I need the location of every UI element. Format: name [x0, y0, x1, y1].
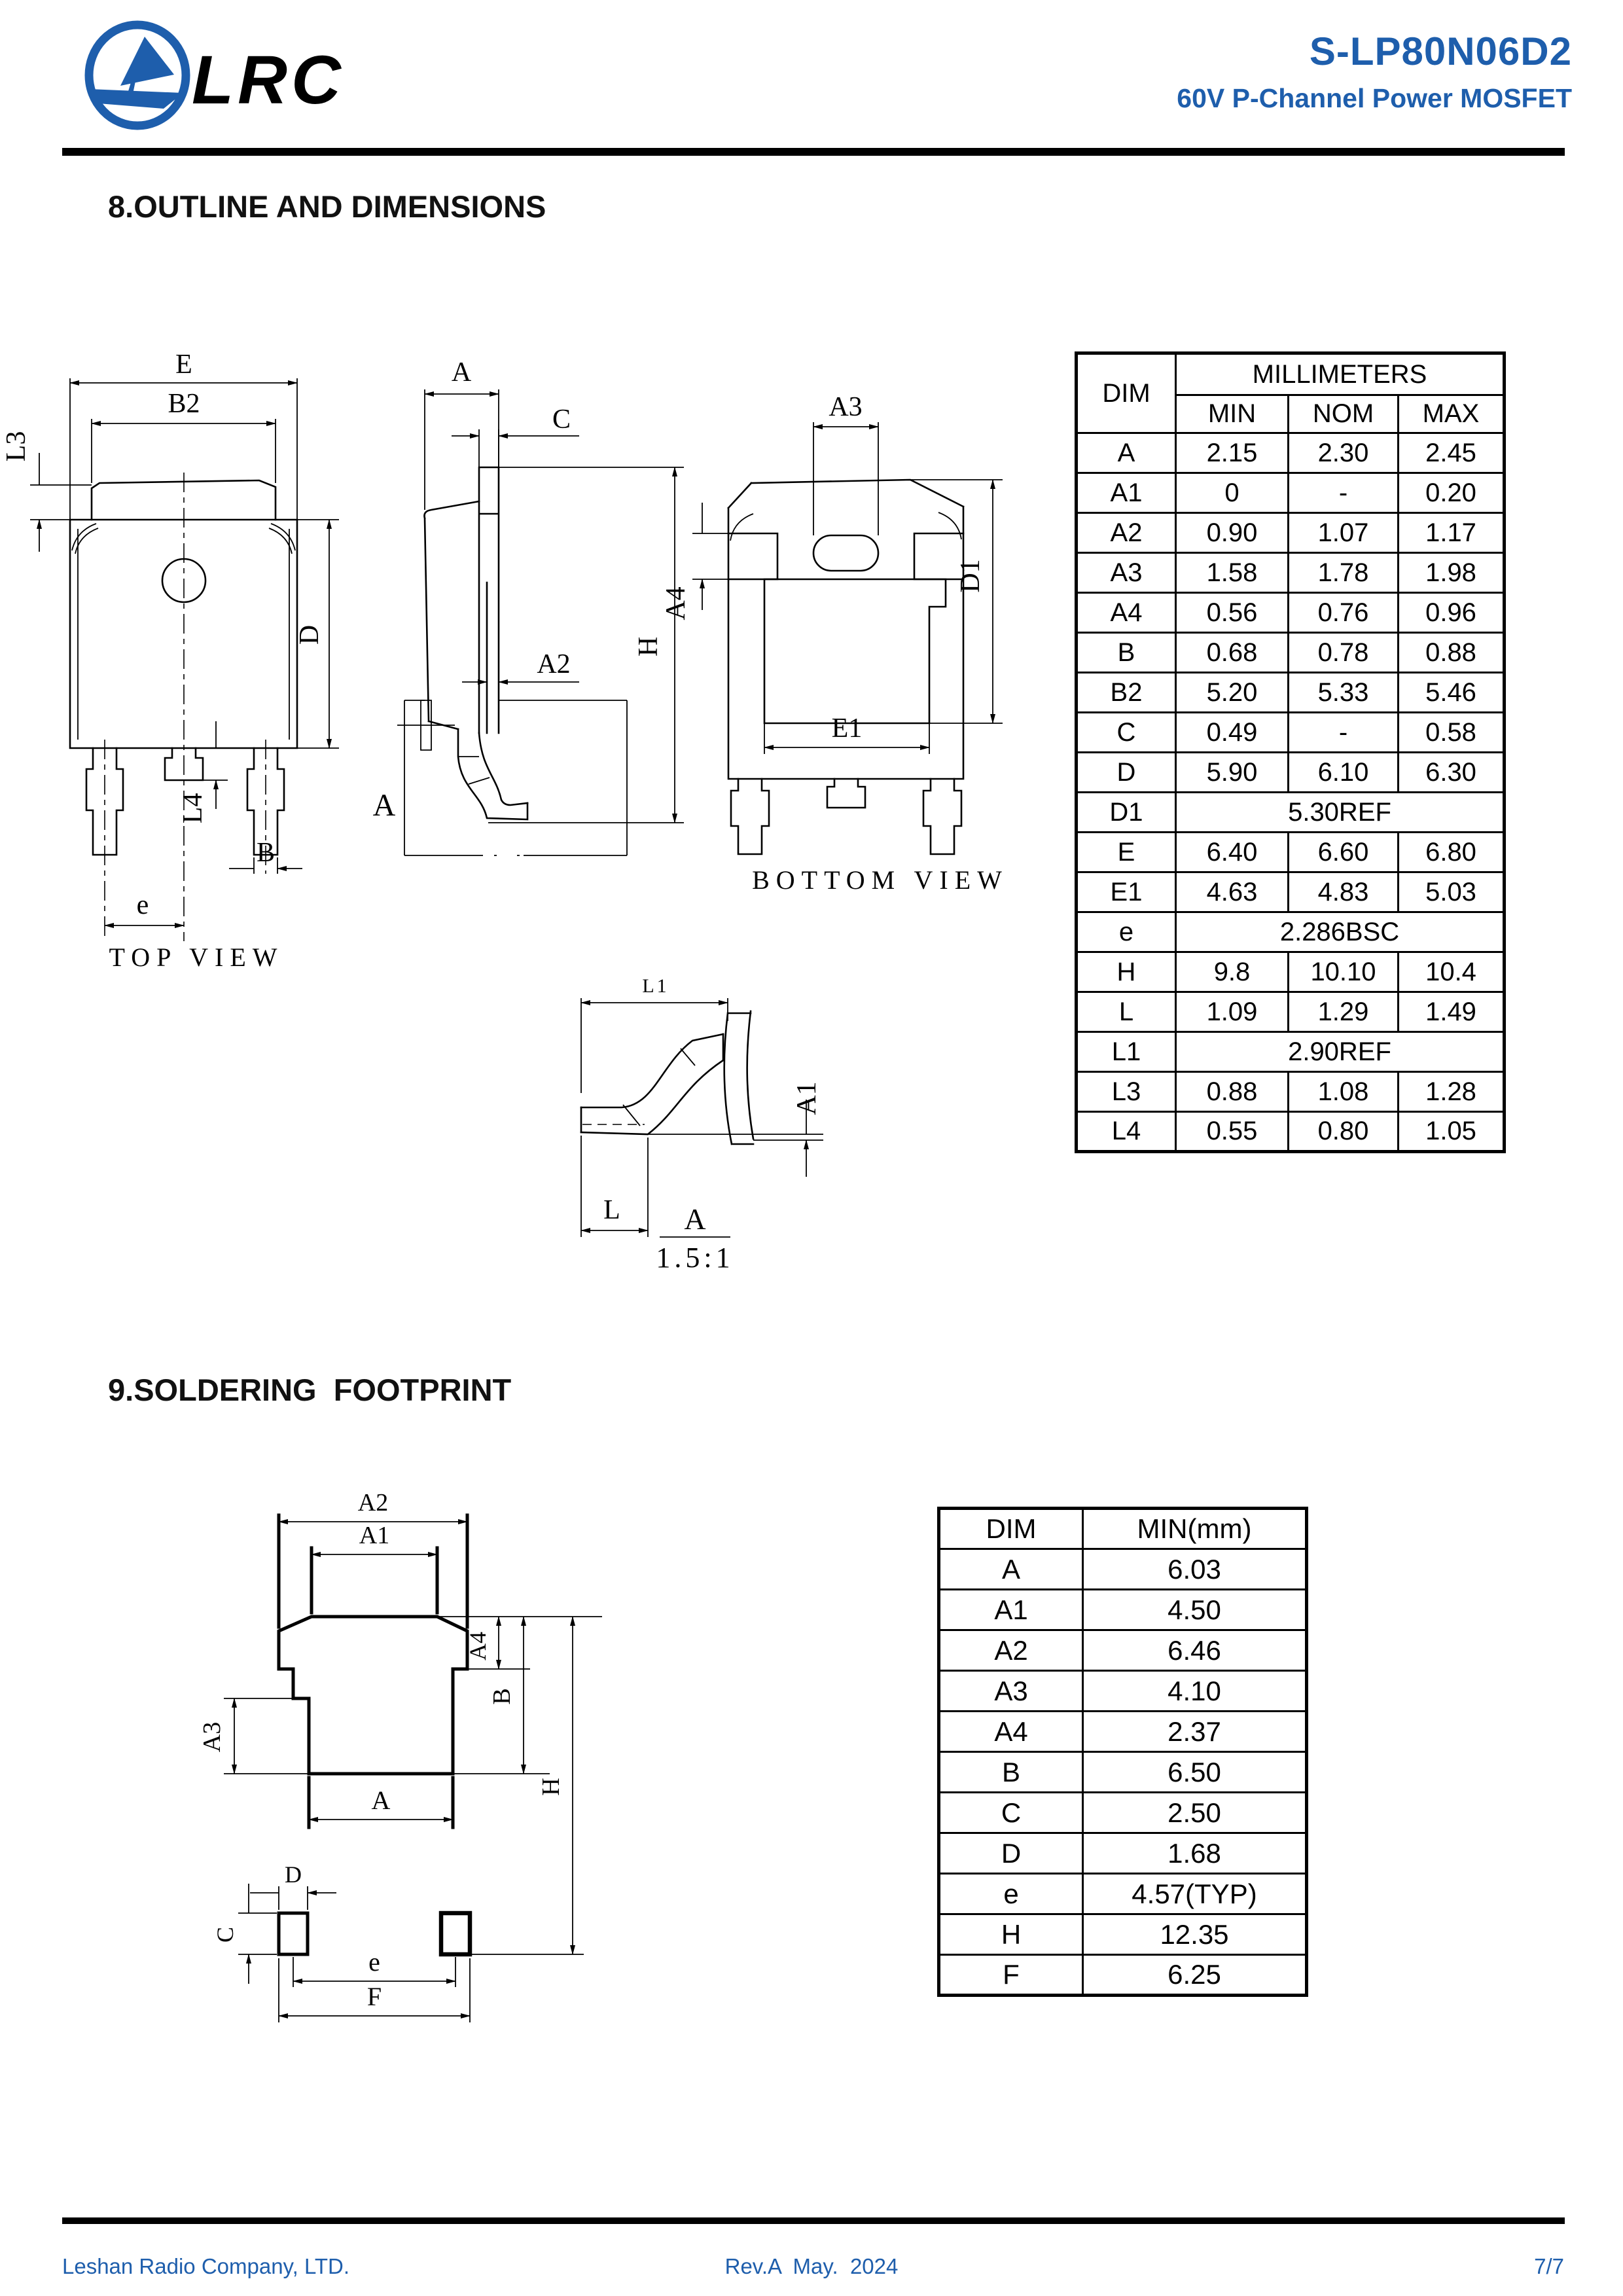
dim-label-A1: A1: [792, 1081, 822, 1115]
page-header: [0, 0, 1623, 151]
fp-dim-H: H: [537, 1778, 565, 1796]
table-row: A2 0.90 1.07 1.17: [1077, 513, 1505, 553]
table-row: H 12.35: [939, 1914, 1307, 1955]
dim-label-A-side: A: [451, 357, 472, 387]
table-row: L 1.09 1.29 1.49: [1077, 992, 1505, 1032]
dim-label-B: B: [256, 838, 276, 868]
footprint-table: [937, 1507, 1308, 1997]
section-8-heading: 8.OUTLINE AND DIMENSIONS: [108, 189, 546, 224]
fp-dim-A3: A3: [198, 1721, 226, 1753]
table-row: L3 0.88 1.08 1.28: [1077, 1072, 1505, 1112]
top-view-caption: TOP VIEW: [109, 942, 284, 972]
footer-page-number: 7/7: [1534, 2254, 1564, 2278]
fp-dim-D: D: [285, 1861, 302, 1888]
top-view-leads: [86, 740, 284, 936]
table-row: L4 0.55 0.80 1.05: [1077, 1112, 1505, 1152]
table-row: A1 0 - 0.20: [1077, 473, 1505, 513]
table-row: e 2.286BSC: [1077, 912, 1505, 952]
col-header-nom: NOM: [1289, 395, 1399, 433]
table-row: E1 4.63 4.83 5.03: [1077, 872, 1505, 912]
dim-label-H: H: [633, 636, 664, 657]
footprint-lead-pad-left: [279, 1913, 308, 1954]
footer-divider: [62, 2217, 1565, 2224]
table-row: A 6.03: [939, 1549, 1307, 1590]
col-header-group: MILLIMETERS: [1176, 353, 1505, 395]
table-row: H 9.8 10.10 10.4: [1077, 952, 1505, 992]
table-row: B2 5.20 5.33 5.46: [1077, 673, 1505, 713]
table-row: A1 4.50: [939, 1590, 1307, 1630]
table-row: F 6.25: [939, 1955, 1307, 1996]
sailboat-logo-icon: [89, 25, 186, 126]
dim-label-E1: E1: [831, 713, 863, 744]
table-header-row: [939, 1509, 1307, 1549]
table-row: A2 6.46: [939, 1630, 1307, 1671]
table-row: D1 5.30REF: [1077, 793, 1505, 833]
table-row: D 5.90 6.10 6.30: [1077, 753, 1505, 793]
dim-label-C: C: [552, 404, 571, 435]
page-subtitle: 60V P-Channel Power MOSFET: [1177, 83, 1572, 113]
table-row: A4 0.56 0.76 0.96: [1077, 593, 1505, 633]
fp-dim-F: F: [366, 1982, 382, 2011]
fp-dim-A: A: [371, 1785, 391, 1815]
fp-col-header-dim: DIM: [939, 1509, 1083, 1549]
dim-label-B2: B2: [168, 389, 200, 419]
footprint-drawing: [183, 1460, 641, 2055]
dim-label-E: E: [175, 350, 192, 380]
dim-label-D1: D1: [955, 559, 986, 593]
fp-dim-C: C: [212, 1926, 238, 1943]
footer-company: Leshan Radio Company, LTD.: [62, 2254, 350, 2278]
dim-label-A3: A3: [829, 392, 863, 422]
col-header-max: MAX: [1399, 395, 1505, 433]
footer-revision: Rev.A May. 2024: [724, 2254, 899, 2278]
dimension-table: [1075, 351, 1506, 1153]
bottom-view-caption: BOTTOM VIEW: [752, 865, 1008, 895]
footprint-tab-pad: [279, 1617, 467, 1774]
table-row: A3 4.10: [939, 1671, 1307, 1712]
header-divider: [62, 148, 1565, 156]
table-row: L1 2.90REF: [1077, 1032, 1505, 1072]
table-row: A4 2.37: [939, 1712, 1307, 1752]
dim-label-L4: L4: [178, 793, 208, 824]
dim-label-A4: A4: [661, 586, 691, 620]
table-row: C 0.49 - 0.58: [1077, 713, 1505, 753]
fp-col-header-min: MIN(mm): [1083, 1509, 1307, 1549]
dim-label-A2-side: A2: [537, 649, 571, 679]
table-row: B 6.50: [939, 1752, 1307, 1793]
col-header-dim: DIM: [1077, 353, 1176, 433]
part-number: S-LP80N06D2: [1309, 29, 1572, 73]
lead-detail-drawing: [581, 975, 823, 1274]
section-cut-label: A: [372, 788, 396, 823]
bottom-view-leads: [731, 779, 961, 854]
table-header-row: [1077, 353, 1505, 395]
table-row: A 2.15 2.30 2.45: [1077, 433, 1505, 473]
table-row: e 4.57(TYP): [939, 1874, 1307, 1914]
section-9-heading: 9.SOLDERING FOOTPRINT: [108, 1372, 512, 1407]
fp-dim-A4: A4: [465, 1632, 491, 1660]
fp-dim-B: B: [488, 1688, 516, 1705]
table-row: B 0.68 0.78 0.88: [1077, 633, 1505, 673]
table-row: E 6.40 6.60 6.80: [1077, 833, 1505, 872]
col-header-min: MIN: [1176, 395, 1289, 433]
table-row: C 2.50: [939, 1793, 1307, 1833]
dim-label-D: D: [294, 624, 325, 645]
side-view-drawing: [373, 357, 684, 855]
detail-label: A: [684, 1202, 706, 1236]
company-logo: [58, 20, 365, 131]
outline-drawing: [0, 281, 1080, 1283]
detail-scale: 1.5:1: [656, 1242, 734, 1274]
dim-label-L: L: [603, 1195, 620, 1225]
fp-dim-e: e: [368, 1947, 380, 1977]
table-row: D 1.68: [939, 1833, 1307, 1874]
fp-dim-A2: A2: [357, 1489, 389, 1516]
logo-text: LRC: [192, 42, 345, 118]
dim-label-e: e: [136, 890, 149, 920]
bottom-view-drawing: [661, 392, 1008, 895]
top-view-drawing: [1, 350, 339, 972]
fp-dim-A1: A1: [359, 1522, 390, 1549]
footprint-lead-pad-right: [441, 1913, 470, 1954]
dim-label-L1: L1: [642, 975, 669, 997]
table-row: A3 1.58 1.78 1.98: [1077, 553, 1505, 593]
dim-label-L3: L3: [1, 431, 31, 462]
